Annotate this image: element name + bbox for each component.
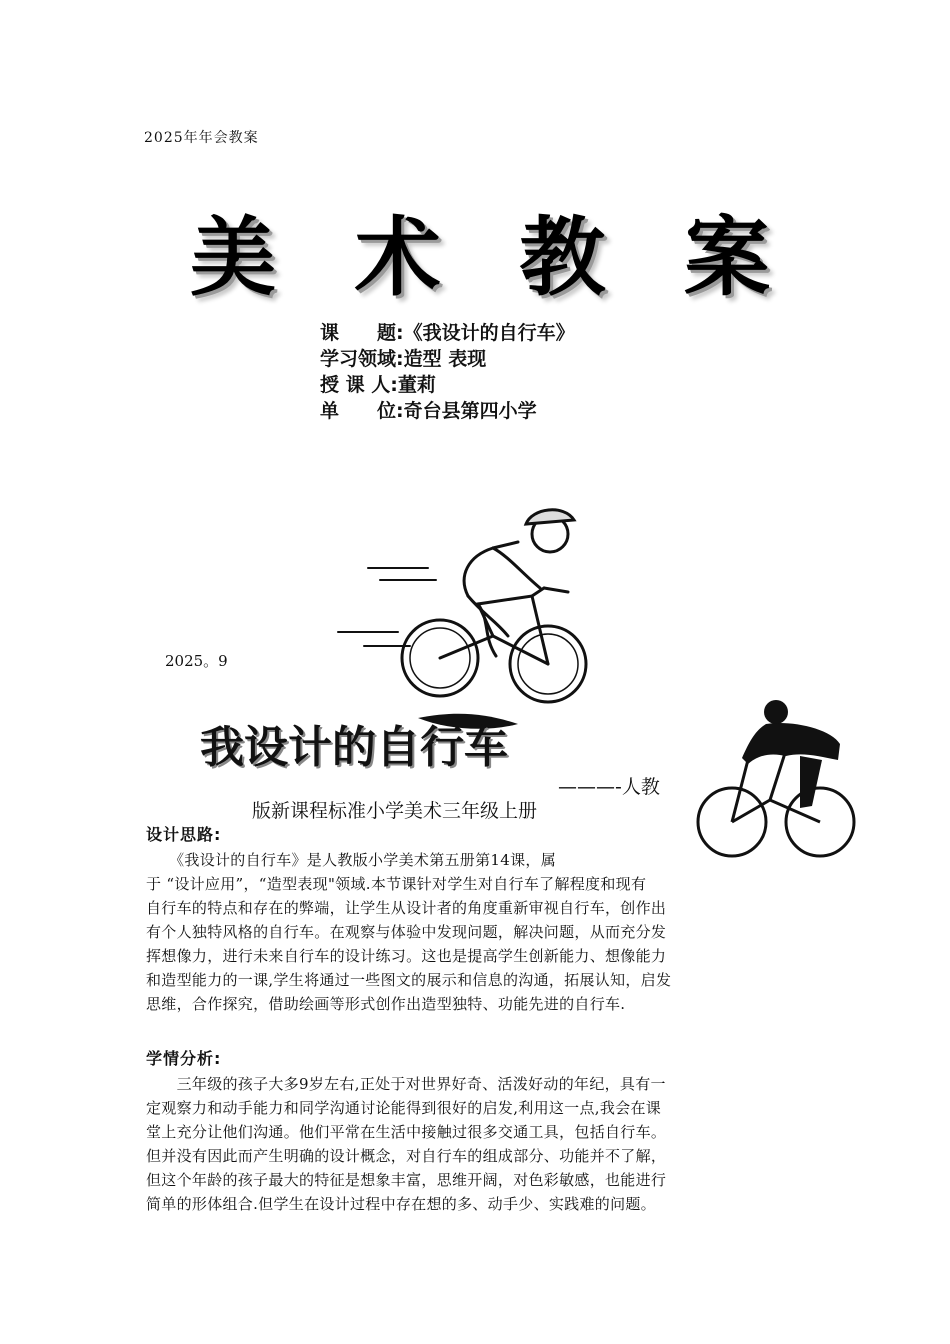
racing-cyclist-illustration — [690, 690, 860, 870]
title-char: 术 — [354, 208, 441, 308]
publisher-dash: ———-人教 — [558, 776, 660, 798]
paragraph-line: 简单的形体组合.但学生在设计过程中存在想的多、动手少、实践难的问题。 — [146, 1195, 656, 1213]
edition-text: 版新课程标准小学美术三年级上册 — [252, 800, 538, 822]
section-body-learners — [146, 1072, 808, 1216]
section-heading-learners: 学情分析: — [146, 1049, 222, 1068]
info-row-topic — [320, 320, 575, 346]
paragraph-line: 但并没有因此而产生明确的设计概念，对自行车的组成部分、功能并不了解， — [146, 1147, 667, 1165]
title-char: 教 — [519, 208, 606, 308]
lesson-title-banner: 我设计的自行车 — [200, 722, 508, 772]
paragraph-line: 思维，合作探究，借助绘画等形式创作出造型独特、功能先进的自行车. — [146, 995, 626, 1013]
paragraph-line: 自行车的特点和存在的弊端，让学生从设计者的角度重新审视自行车，创作出 — [146, 899, 667, 917]
info-row-teacher — [320, 372, 575, 398]
page-title — [190, 208, 770, 308]
title-char: 案 — [683, 208, 770, 308]
info-value: 董莉 — [397, 374, 436, 396]
paragraph-line: 《我设计的自行车》是人教版小学美术第五册第14课，属 — [146, 851, 556, 869]
paragraph-line: 定观察力和动手能力和同学沟通讨论能得到很好的启发,利用这一点,我会在课 — [146, 1099, 662, 1117]
section-body-design — [146, 848, 808, 1016]
paragraph-line: 于 “设计应用”，“造型表现"领域.本节课针对学生对自行车了解程度和现有 — [146, 875, 647, 893]
paragraph-line: 挥想像力，进行未来自行车的设计练习。这也是提高学生创新能力、想像能力 — [146, 947, 667, 965]
info-label: 授 课 人: — [320, 374, 398, 396]
cartoon-cyclist-illustration — [318, 496, 598, 736]
info-value: 《我设计的自行车》 — [403, 322, 575, 344]
info-label: 单 位: — [320, 400, 404, 422]
info-value: 奇台县第四小学 — [403, 400, 537, 422]
paragraph-line: 和造型能力的一课,学生将通过一些图文的展示和信息的沟通，拓展认知，启发 — [146, 971, 672, 989]
lesson-info — [320, 320, 575, 424]
title-char: 美 — [190, 208, 276, 308]
info-row-domain — [320, 346, 575, 372]
paragraph-line: 堂上充分让他们沟通。他们平常在生活中接触过很多交通工具，包括自行车。 — [146, 1123, 667, 1141]
paragraph-line: 三年级的孩子大多9岁左右,正处于对世界好奇、活泼好动的年纪，具有一 — [146, 1075, 666, 1093]
lesson-date: 2025。9 — [165, 652, 228, 670]
info-label: 课 题: — [320, 322, 404, 344]
info-row-unit — [320, 398, 575, 424]
section-heading-design: 设计思路: — [146, 825, 222, 844]
paragraph-line: 有个人独特风格的自行车。在观察与体验中发现问题，解决问题，从而充分发 — [146, 923, 667, 941]
header-note: 2025年年会教案 — [144, 130, 259, 146]
info-label: 学习领域: — [320, 348, 404, 370]
info-value: 造型 表现 — [403, 348, 487, 370]
paragraph-line: 但这个年龄的孩子最大的特征是想象丰富，思维开阔，对色彩敏感，也能进行 — [146, 1171, 667, 1189]
